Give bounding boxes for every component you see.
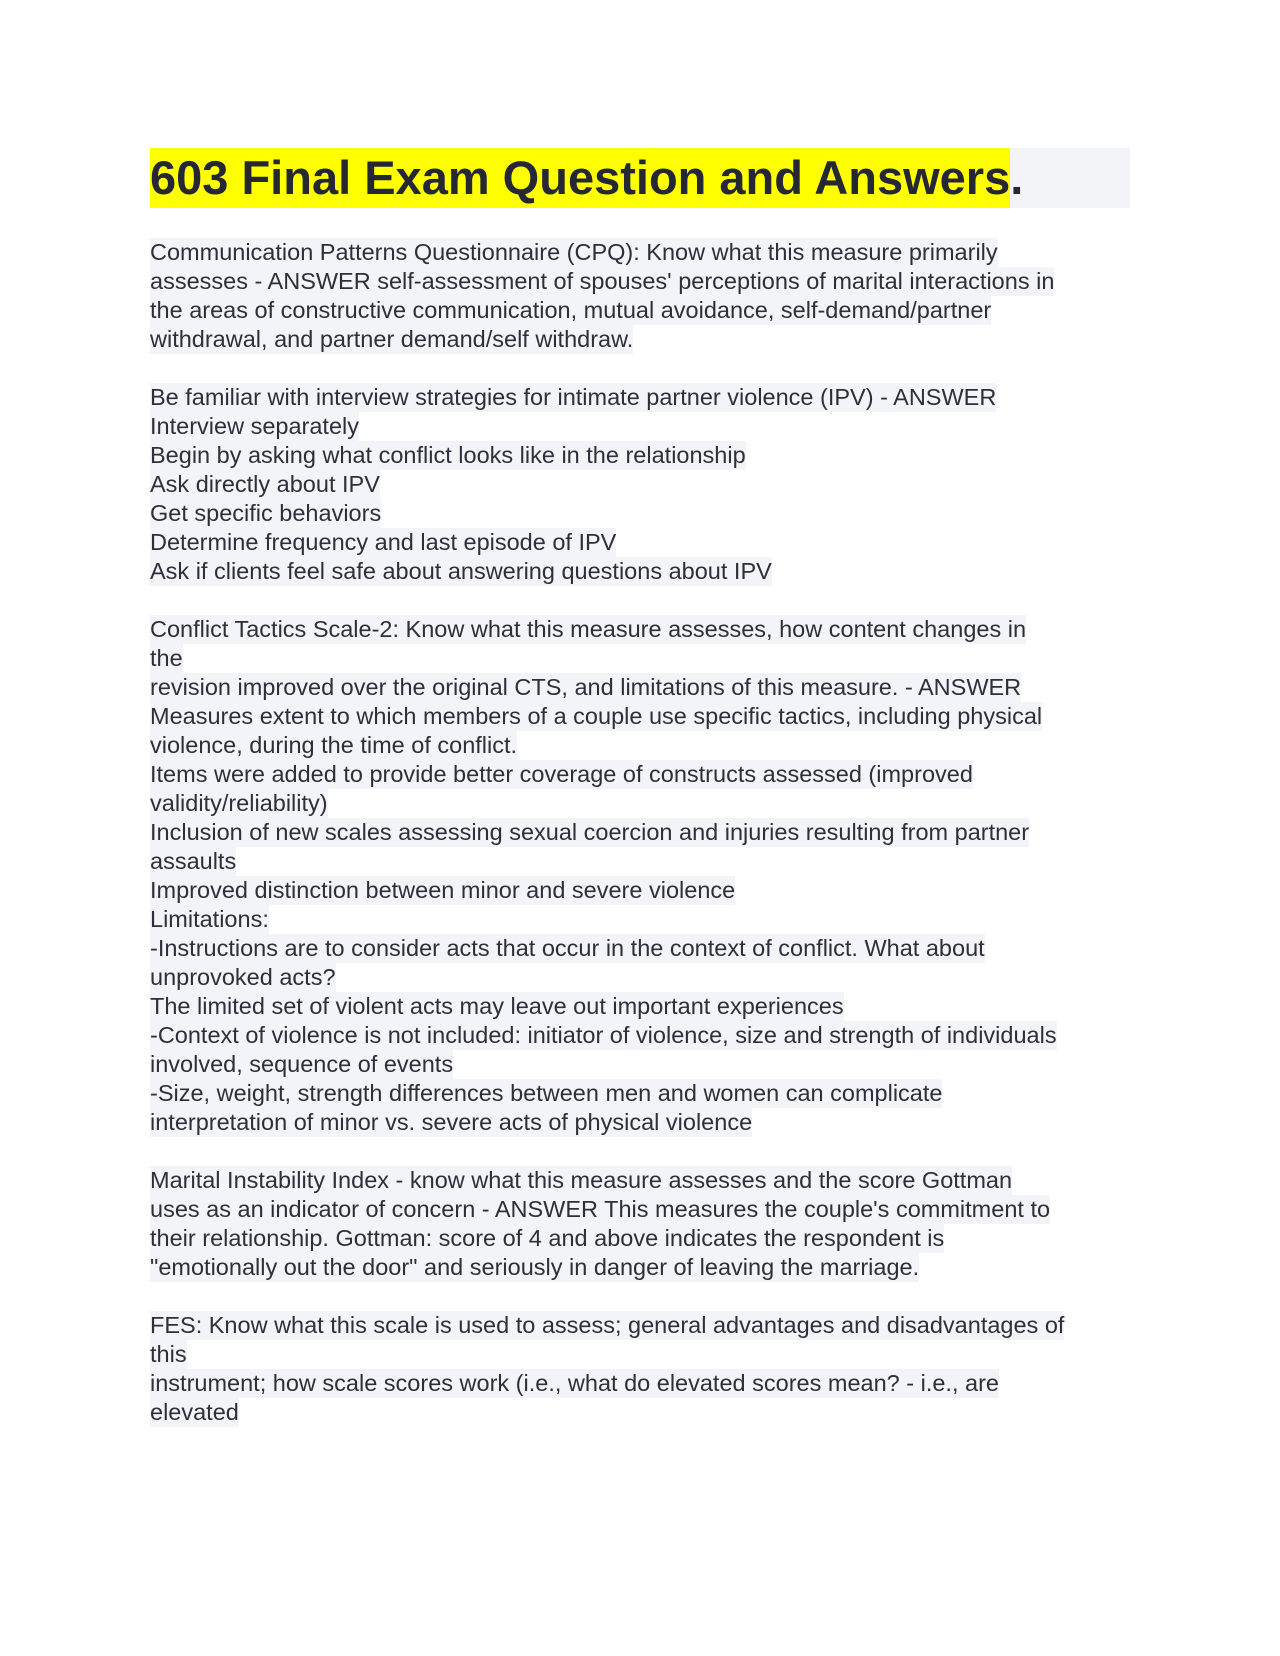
- text-line: Ask if clients feel safe about answering questions about IPV: [150, 558, 772, 584]
- text-line: their relationship. Gottman: score of 4 and above indicates the respondent is: [150, 1225, 945, 1251]
- text-line: Be familiar with interview strategies for intimate partner violence (IPV) - ANSWER: [150, 384, 997, 410]
- text-line: Determine frequency and last episode of IPV: [150, 529, 617, 555]
- qa-section: [150, 615, 1130, 1137]
- text-line: -Size, weight, strength differences between men and women can complicate: [150, 1080, 943, 1106]
- text-line: Ask directly about IPV: [150, 471, 380, 497]
- text-line: the areas of constructive communication, mutual avoidance, self-demand/partner: [150, 297, 992, 323]
- text-line: Conflict Tactics Scale-2: Know what this measure assesses, how content changes in: [150, 616, 1027, 642]
- text-line: Marital Instability Index - know what this measure assesses and the score Gottman: [150, 1167, 1013, 1193]
- text-line: Items were added to provide better coverage of constructs assessed (improved: [150, 761, 973, 787]
- text-line: uses as an indicator of concern - ANSWER This measures the couple's commitment to: [150, 1196, 1051, 1222]
- text-line: assaults: [150, 848, 237, 874]
- text-line: withdrawal, and partner demand/self withdraw.: [150, 326, 634, 352]
- text-line: violence, during the time of conflict.: [150, 732, 518, 758]
- text-line: Begin by asking what conflict looks like in the relationship: [150, 442, 746, 468]
- text-line: assesses - ANSWER self-assessment of spouses' perceptions of marital interactions in: [150, 268, 1055, 294]
- text-line: validity/reliability): [150, 790, 328, 816]
- text-line: Improved distinction between minor and severe violence: [150, 877, 736, 903]
- qa-section: [150, 1311, 1130, 1427]
- title-block: [150, 148, 1130, 208]
- text-line: -Context of violence is not included: initiator of violence, size and strength of individuals: [150, 1022, 1057, 1048]
- text-line: -Instructions are to consider acts that occur in the context of conflict. What about: [150, 935, 985, 961]
- text-line: interpretation of minor vs. severe acts of physical violence: [150, 1109, 753, 1135]
- text-line: involved, sequence of events: [150, 1051, 454, 1077]
- document-page: [150, 148, 1130, 1456]
- text-line: Measures extent to which members of a couple use specific tactics, including physical: [150, 703, 1043, 729]
- text-line: elevated: [150, 1399, 239, 1425]
- text-line: Limitations:: [150, 906, 269, 932]
- text-line: Get specific behaviors: [150, 500, 382, 526]
- text-line: FES: Know what this scale is used to assess; general advantages and disadvantages of: [150, 1312, 1065, 1338]
- text-line: "emotionally out the door" and seriously in danger of leaving the marriage.: [150, 1254, 920, 1280]
- qa-section: [150, 1166, 1130, 1282]
- text-line: revision improved over the original CTS, and limitations of this measure. - ANSWER: [150, 674, 1022, 700]
- qa-section: [150, 383, 1130, 586]
- text-line: Inclusion of new scales assessing sexual coercion and injuries resulting from partner: [150, 819, 1030, 845]
- text-line: unprovoked acts?: [150, 964, 336, 990]
- text-line: this: [150, 1341, 187, 1367]
- text-line: instrument; how scale scores work (i.e., what do elevated scores mean? - i.e., are: [150, 1370, 999, 1396]
- qa-section: [150, 238, 1130, 354]
- text-line: The limited set of violent acts may leave out important experiences: [150, 993, 844, 1019]
- text-line: the: [150, 645, 183, 671]
- document-title: 603 Final Exam Question and Answers: [150, 148, 1010, 208]
- text-line: Communication Patterns Questionnaire (CPQ): Know what this measure primarily: [150, 239, 998, 265]
- text-line: Interview separately: [150, 413, 359, 439]
- document-title-suffix: .: [1010, 151, 1024, 204]
- document-body: [150, 238, 1130, 1427]
